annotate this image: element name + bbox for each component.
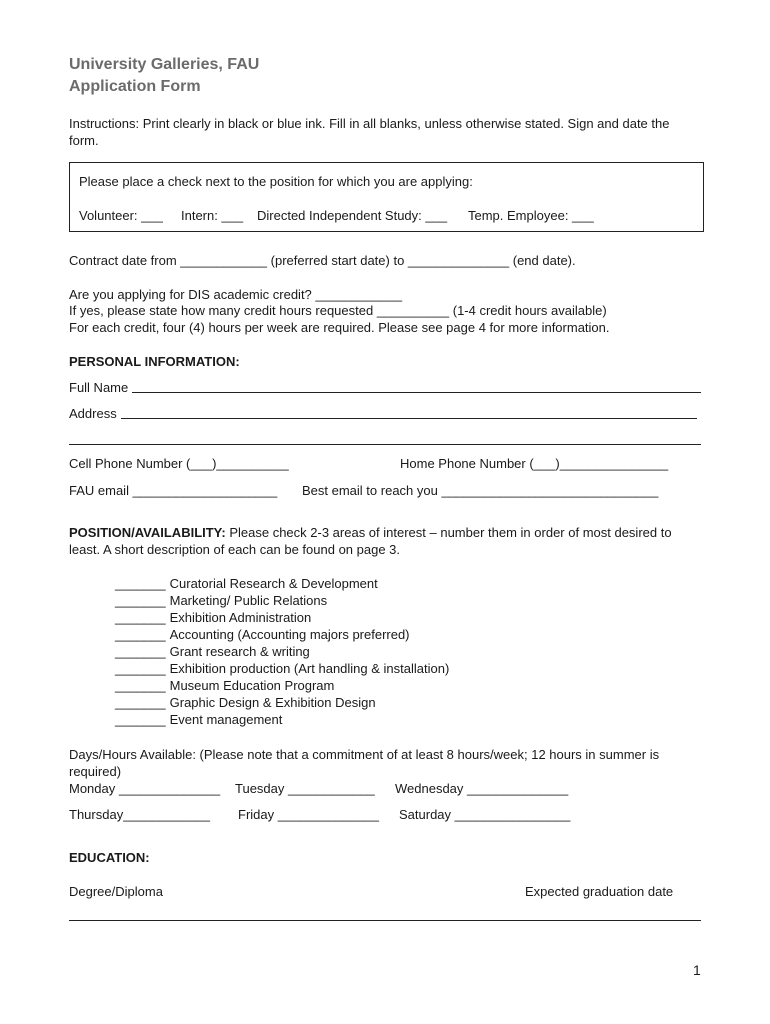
dis-credit-question[interactable]: Are you applying for DIS academic credit? ____________: [69, 287, 403, 302]
position-prompt: Please place a check next to the position for which you are applying:: [79, 174, 473, 189]
instructions: Instructions: Print clearly in black or blue ink. Fill in all blanks, unless otherwise stated. Sign and date the form.: [69, 116, 670, 148]
grad-date-label: Expected graduation date: [525, 884, 674, 899]
education-field[interactable]: [69, 920, 701, 921]
thursday-field[interactable]: Thursday____________: [69, 807, 210, 822]
full-name-label: Full Name: [69, 380, 129, 395]
position-intro: Please check 2-3 areas of interest – number them in order of most desired to least. A short description of each can be found on page 3.: [69, 525, 672, 557]
address-field[interactable]: [121, 418, 697, 419]
contract-date-line[interactable]: Contract date from ____________ (preferred start date) to ______________ (end date).: [69, 253, 576, 268]
area-item[interactable]: [115, 592, 327, 609]
area-blank[interactable]: _______: [115, 644, 166, 659]
area-blank[interactable]: _______: [115, 712, 166, 727]
area-blank[interactable]: _______: [115, 678, 166, 693]
monday-field[interactable]: Monday ______________: [69, 781, 221, 796]
full-name-field[interactable]: [132, 392, 701, 393]
page-number: 1: [693, 962, 701, 978]
org-title: University Galleries, FAU: [69, 56, 260, 73]
area-item[interactable]: [115, 711, 282, 728]
area-item[interactable]: [115, 643, 310, 660]
temp-employee-checkfield[interactable]: Temp. Employee: ___: [468, 208, 594, 223]
dis-checkfield[interactable]: Directed Independent Study: ___: [257, 208, 448, 223]
area-item[interactable]: [115, 694, 376, 711]
tuesday-field[interactable]: Tuesday ____________: [235, 781, 375, 796]
address-field-line2[interactable]: [69, 444, 701, 445]
position-heading: POSITION/AVAILABILITY:: [69, 525, 226, 540]
credit-hours-line[interactable]: If yes, please state how many credit hours requested __________ (1-4 credit hours available): [69, 303, 607, 318]
degree-label: Degree/Diploma: [69, 884, 163, 899]
fau-email-field[interactable]: FAU email ____________________: [69, 483, 278, 498]
area-item[interactable]: [115, 575, 378, 592]
area-blank[interactable]: _______: [115, 695, 166, 710]
area-label: Exhibition Administration: [169, 610, 312, 625]
friday-field[interactable]: Friday ______________: [238, 807, 379, 822]
area-label: Grant research & writing: [169, 644, 310, 659]
area-label: Curatorial Research & Development: [169, 576, 378, 591]
position-intro-block: [69, 524, 701, 558]
area-label: Graphic Design & Exhibition Design: [169, 695, 376, 710]
education-heading: EDUCATION:: [69, 850, 150, 865]
cell-phone-field[interactable]: Cell Phone Number (___)__________: [69, 456, 289, 471]
area-item[interactable]: [115, 660, 449, 677]
area-blank[interactable]: _______: [115, 610, 166, 625]
intern-checkfield[interactable]: Intern: ___: [181, 208, 244, 223]
area-label: Marketing/ Public Relations: [169, 593, 328, 608]
area-label: Exhibition production (Art handling & installation): [169, 661, 450, 676]
address-label: Address: [69, 406, 117, 421]
area-label: Accounting (Accounting majors preferred): [169, 627, 410, 642]
credit-note: For each credit, four (4) hours per week are required. Please see page 4 for more information.: [69, 320, 610, 335]
area-item[interactable]: [115, 609, 311, 626]
area-blank[interactable]: _______: [115, 661, 166, 676]
area-blank[interactable]: _______: [115, 593, 166, 608]
area-item[interactable]: [115, 677, 334, 694]
saturday-field[interactable]: Saturday ________________: [399, 807, 571, 822]
availability-note: Days/Hours Available: (Please note that a commitment of at least 8 hours/week; 12 hours in summer is required): [69, 747, 660, 779]
best-email-field[interactable]: Best email to reach you ______________________________: [302, 483, 659, 498]
volunteer-checkfield[interactable]: Volunteer: ___: [79, 208, 163, 223]
wednesday-field[interactable]: Wednesday ______________: [395, 781, 569, 796]
area-blank[interactable]: _______: [115, 627, 166, 642]
area-blank[interactable]: _______: [115, 576, 166, 591]
area-item[interactable]: [115, 626, 410, 643]
area-label: Event management: [169, 712, 283, 727]
home-phone-field[interactable]: Home Phone Number (___)_______________: [400, 456, 669, 471]
form-title: Application Form: [69, 78, 201, 95]
personal-heading: PERSONAL INFORMATION:: [69, 354, 240, 369]
area-label: Museum Education Program: [169, 678, 335, 693]
